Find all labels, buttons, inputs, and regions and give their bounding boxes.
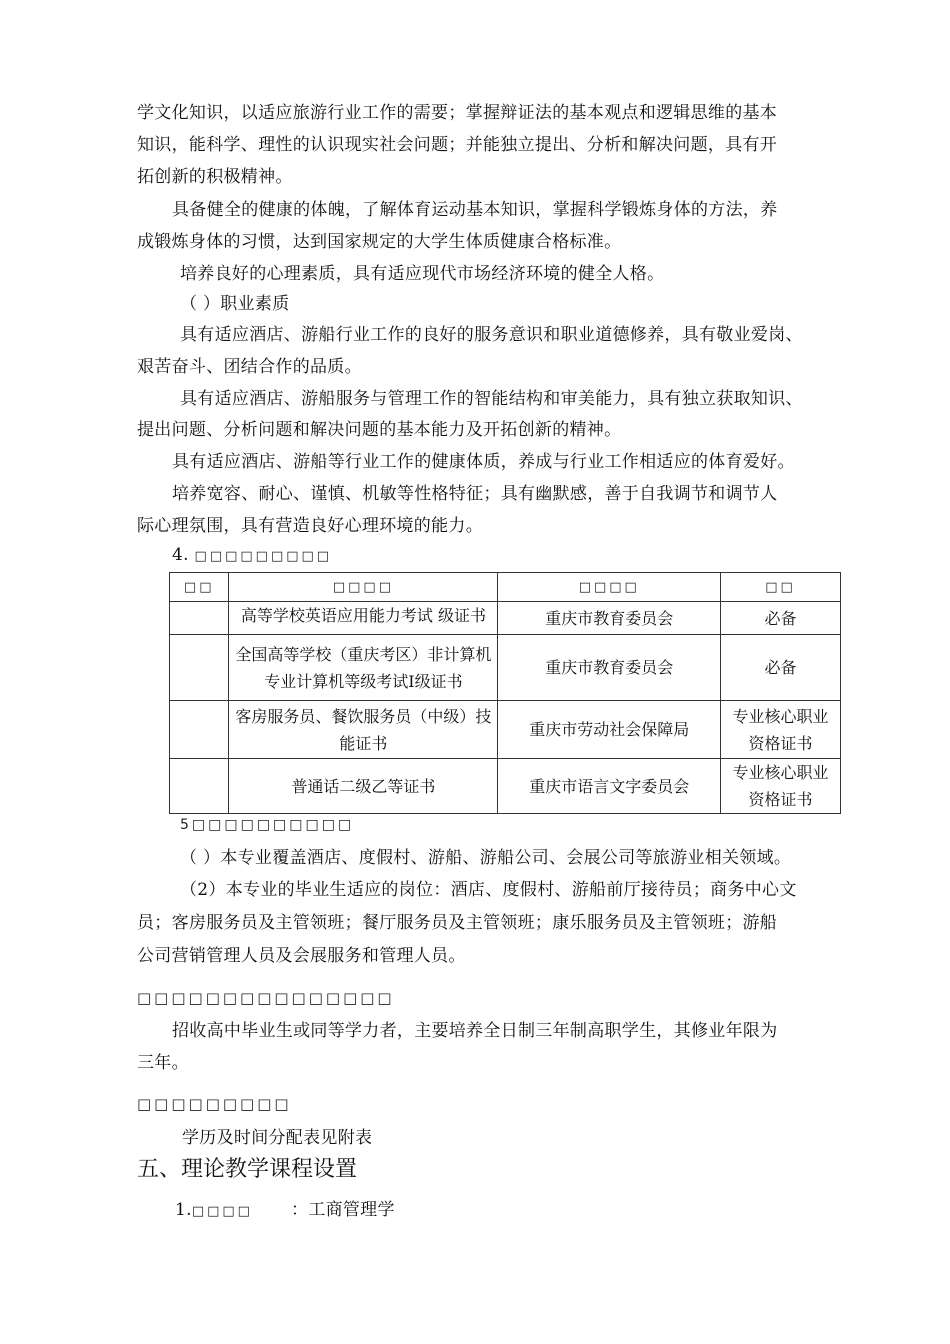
section-five-title: 五、理论教学课程设置 <box>137 1157 358 1182</box>
course-item <box>175 1195 885 1227</box>
table-row <box>170 701 841 759</box>
cell-index <box>170 602 229 635</box>
cell-certificate: 高等学校英语应用能力考试 级证书 <box>229 602 498 635</box>
paragraph-line: 具有适应酒店、游船行业工作的良好的服务意识和职业道德修养，具有敬业爱岗、 <box>180 325 803 345</box>
paragraph-line: 具备健全的健康的体魄，了解体育运动基本知识，掌握科学锻炼身体的方法，养 <box>172 200 778 220</box>
table-row <box>170 602 841 635</box>
cell-issuer: 重庆市劳动社会保障局 <box>498 701 721 759</box>
header-index: □□ <box>170 573 229 602</box>
cell-issuer: 重庆市教育委员会 <box>498 635 721 701</box>
paragraph-line: 学文化知识，以适应旅游行业工作的需要；掌握辩证法的基本观点和逻辑思维的基本 <box>137 103 778 123</box>
paragraph-line: 成锻炼身体的习惯，达到国家规定的大学生体质健康合格标准。 <box>137 232 622 252</box>
cell-certificate: 全国高等学校（重庆考区）非计算机专业计算机等级考试Ⅰ级证书 <box>229 635 498 701</box>
paragraph-line: （ ）本专业覆盖酒店、度假村、游船、游船公司、会展公司等旅游业相关领域。 <box>180 848 792 868</box>
paragraph-line: 知识，能科学、理性的认识现实社会问题；并能独立提出、分析和解决问题，具有开 <box>137 135 778 155</box>
paragraph-line: 艰苦奋斗、团结合作的品质。 <box>137 357 362 377</box>
cell-index <box>170 759 229 814</box>
section-5-heading: 5□□□□□□□□□□ <box>180 817 355 833</box>
cell-type: 专业核心职业资格证书 <box>721 759 841 814</box>
header-type: □□ <box>721 573 841 602</box>
paragraph-line: 三年。 <box>137 1053 189 1073</box>
paragraph-line: 招收高中毕业生或同等学力者，主要培养全日制三年制高职学生，其修业年限为 <box>172 1021 778 1041</box>
section-4-number: 4. <box>172 545 189 565</box>
table-row <box>170 635 841 701</box>
paragraph-line: 提出问题、分析问题和解决问题的基本能力及开拓创新的精神。 <box>137 420 622 440</box>
cell-certificate: 客房服务员、餐饮服务员（中级）技能证书 <box>229 701 498 759</box>
paragraph-line: 培养宽容、耐心、谨慎、机敏等性格特征；具有幽默感，善于自我调节和调节人 <box>172 484 778 504</box>
paragraph-line: （2）本专业的毕业生适应的岗位：酒店、度假村、游船前厅接待员；商务中心文 <box>180 880 797 900</box>
paragraph-line: 具有适应酒店、游船服务与管理工作的智能结构和审美能力，具有独立获取知识、 <box>180 389 803 409</box>
section-4-title: □□□□□□□□□ <box>194 549 333 564</box>
cell-issuer: 重庆市语言文字委员会 <box>498 759 721 814</box>
header-certificate: □□□□ <box>229 573 498 602</box>
paragraph-line: 公司营销管理人员及会展服务和管理人员。 <box>137 946 466 966</box>
paragraph-line: 员；客房服务员及主管领班；餐厅服务员及主管领班；康乐服务员及主管领班；游船 <box>137 913 778 933</box>
table-header-row <box>170 573 841 602</box>
cell-certificate: 普通话二级乙等证书 <box>229 759 498 814</box>
enrollment-heading: □□□□□□□□□□□□□□□ <box>137 989 395 1007</box>
cell-index <box>170 701 229 759</box>
paragraph-line: 具有适应酒店、游船等行业工作的健康体质，养成与行业工作相适应的体育爱好。 <box>172 452 795 472</box>
paragraph-line: 培养良好的心理素质，具有适应现代市场经济环境的健全人格。 <box>180 264 665 284</box>
paragraph-line: 际心理氛围，具有营造良好心理环境的能力。 <box>137 516 483 536</box>
course-item-value: ：工商管理学 <box>290 1200 395 1220</box>
cell-issuer: 重庆市教育委员会 <box>498 602 721 635</box>
subheading-professional-quality: （ ）职业素质 <box>180 294 290 314</box>
certificate-table <box>169 572 841 814</box>
time-allocation-heading: □□□□□□□□□ <box>137 1095 292 1113</box>
header-issuer: □□□□ <box>498 573 721 602</box>
cell-index <box>170 635 229 701</box>
section-4-heading <box>172 540 882 572</box>
course-item-label: □□□□ <box>191 1204 253 1219</box>
paragraph-line: 学历及时间分配表见附表 <box>182 1128 373 1148</box>
paragraph-line: 拓创新的积极精神。 <box>137 167 293 187</box>
cell-type: 必备 <box>721 635 841 701</box>
table-row <box>170 759 841 814</box>
cell-type: 必备 <box>721 602 841 635</box>
cell-type: 专业核心职业资格证书 <box>721 701 841 759</box>
course-item-number: 1. <box>175 1200 192 1220</box>
